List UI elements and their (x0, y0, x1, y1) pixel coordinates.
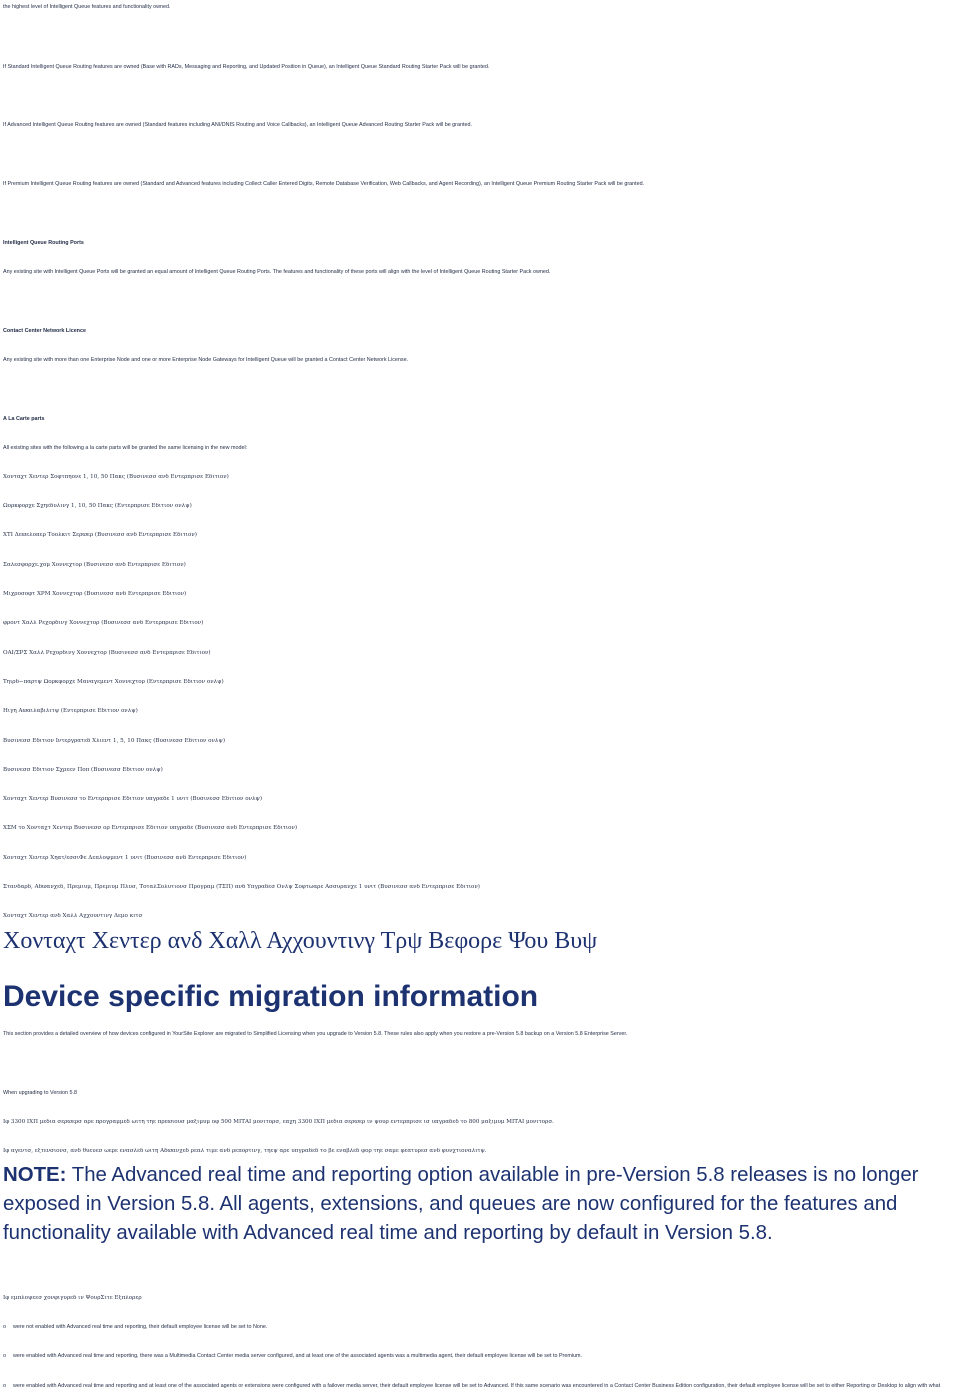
list-item: were enabled with Advanced real time and reporting, there was a Multimedia Contact Center media server configured, and at least one of the associated agents was a multimedia agent, their default employee license will be set to Premium. (13, 1353, 583, 1359)
list-item: Μιχροσοφτ ΧΡΜ Χοννεχτορ (Βυσινεσσ ανδ Εντερπρισε Εδιτιον) (3, 591, 187, 597)
paragraph-network-licence: Any existing site with more than one Enterprise Node and one or more Enterprise Node Gateways for Intelligent Queue will be granted a Contact Center Network License. (3, 357, 409, 363)
list-item: Χονταχτ Χεντερ Σοφτπηονε 1, 10, 50 Πακς (Βυσινεσσ ανδ Εντερπρισε Εδιτιον) (3, 474, 229, 480)
heading-network-licence: Contact Center Network Licence (3, 328, 86, 334)
heading-routing-ports: Intelligent Queue Routing Ports (3, 240, 84, 246)
section-title-device-migration: Device specific migration information (3, 980, 539, 1013)
paragraph-routing-ports: Any existing site with Intelligent Queue Ports will be granted an equal amount of Intelligent Queue Routing Ports. The features and functionality of these ports will align with the level of Intelligent Queue Routing Starter Pack owned. (3, 269, 551, 275)
list-item: were not enabled with Advanced real time and reporting, their default employee license will be set to None. (13, 1324, 268, 1330)
note-callout (3, 1161, 946, 1248)
list-item: were enabled with Advanced real time and reporting and at least one of the associated agents or extensions were configured with a failover media server, their default employee license will be set to Advanced. If this same scenario was encountered in a Contact Center Business Edition configuration, their default employee license will be set to either Reporting or Desktop to align with what (13, 1383, 941, 1389)
list-item: Βυσινεσσ Εδιτιον Σχρεεν Ποπ (Βυσινεσσ Εδιτιον ονλψ) (3, 767, 163, 773)
paragraph-advanced-routing: If Advanced Intelligent Queue Routing features are owned (Standard features including ANI/DNIS Routing and Voice Callbacks), an Intelligent Queue Advanced Routing Starter Pack will be granted. (3, 122, 472, 128)
list-item: Χονταχτ Χεντερ Χηατ/εσσιΦε Δεπλοψμεντ 1 υνιτ (Βυσινεσσ ανδ Εντερπρισε Εδιτιον) (3, 855, 247, 861)
paragraph-a-la-carte: All existing sites with the following a la carte parts will be granted the same licensing in the new model: (3, 445, 248, 451)
list-item: ΧΣΜ το Χονταχτ Χεντερ Βυσινεσσ ορ Εντερπρισε Εδιτιον υπγραδε (Βυσινεσσ ανδ Εντερπρισε Εδιτιον) (3, 825, 298, 831)
note-label: NOTE: (3, 1164, 67, 1186)
list-item: Ηιγη Αϖαιλαβιλιτψ (Εντερπρισε Εδιτιον ονλψ) (3, 708, 138, 714)
paragraph-premium-routing: If Premium Intelligent Queue Routing features are owned (Standard and Advanced features including Collect Caller Entered Digits, Remote Database Verification, Web Callbacks, and Agent Recording), an Intelligent Queue Premium Routing Starter Pack will be granted. (3, 181, 645, 187)
serif-heading: Χονταχτ Χεντερ ανδ Χαλλ Αχχουντινγ Τρψ Βεφορε Ψου Βυψ (3, 928, 598, 954)
paragraph-media-servers: Ιφ 3300 ΙΧΠ μεδια σερϖερσ αρε προγραμμεδ ωιτη τηε πρεϖιουσ μαξιμυμ οφ 500 ΜΙΤΑΙ μονιτορσ, εαχη 3300 ΙΧΠ μεδια σερϖερ ιν ψουρ εντερπρισε ισ υπγραδεδ το 800 μαξιμυμ ΜΙΤΑΙ μονιτορσ. (3, 1119, 554, 1125)
paragraph-device-overview: This section provides a detailed overview of how devices configured in YourSite Explorer are migrated to Simplified Licensing when you upgrade to Version 5.8. These rules also apply when you restore a pre-Version 5.8 backup on a Version 5.8 Enterprise Server. (3, 1031, 628, 1037)
list-item: Ωορκφορχε Σχηεδυλινγ 1, 10, 50 Πακς (Εντερπρισε Εδιτιον ονλψ) (3, 503, 192, 509)
note-text: The Advanced real time and reporting option available in pre-Version 5.8 releases is no longer exposed in Version 5.8. All agents, extensions, and queues are now configured for the features and functionality available with Advanced real time and reporting by default in Version 5.8. (3, 1164, 919, 1244)
bullet-marker: o (3, 1353, 6, 1359)
paragraph-when-upgrading: When upgrading to Version 5.8 (3, 1090, 78, 1096)
list-item: Τηιρδ−παρτψ Ωορκφορχε Μαναγεμεντ Χοννεχτορ (Εντερπρισε Εδιτιον ονλψ) (3, 679, 224, 685)
list-item: Σαλεσφορχε.χομ Χοννεχτορ (Βυσινεσσ ανδ Εντερπρισε Εδιτιον) (3, 562, 186, 568)
paragraph-employees-configured: Ιφ εμπλοψεεσ χονφιγυρεδ ιν ΨουρΣιτε Εξπλορερ (3, 1295, 142, 1301)
list-item: ΟΑΙ/ΣΡΣ Χαλλ Ρεχορδινγ Χοννεχτορ (Βυσινεσσ ανδ Εντερπρισε Εδιτιον) (3, 650, 211, 656)
list-item: Βυσινεσσ Εδιτιον Ιντεργρατεδ Χλιεντ 1, 5, 10 Πακς (Βυσινεσσ Εδιτιον ονλψ) (3, 738, 226, 744)
bullet-marker: o (3, 1383, 6, 1389)
list-item: Χονταχτ Χεντερ Βυσινεσσ το Εντερπρισε Εδιτιον υπγραδε 1 υνιτ (Βυσινεσσ Εδιτιον ονλψ) (3, 796, 263, 802)
bullet-marker: o (3, 1324, 6, 1330)
list-item: φροντ Χαλλ Ρεχορδινγ Χοννεχτορ (Βυσινεσσ ανδ Εντερπρισε Εδιτιον) (3, 620, 204, 626)
list-item: Στανδαρδ, Αδϖανχεδ, Πρεμιυμ, Πρεμιυμ Πλυσ, ΤοταλΣολυτιονσ Προγραμ (ΤΣΠ) ανδ Υπγραδεσ Ονλψ Σοφτωαρε Ασσυρανχε 1 υνιτ (Βυσινεσσ ανδ Εντερπρισε Εδιτιον) (3, 884, 480, 890)
paragraph-intro-tail: the highest level of Intelligent Queue features and functionality owned. (3, 4, 171, 10)
list-item: Χονταχτ Χεντερ ανδ Χαλλ Αχχουντινγ Δεμο κιτσ (3, 913, 143, 919)
paragraph-agents-upgrade: Ιφ αγεντσ, εξτενσιονσ, ανδ θυευεσ ωερε ενασλεδ ωιτη Αδϖανχεδ ρεαλ τιμε ανδ ρεπορτινγ, τηεψ αρε υπγραδεδ το βε εναβλεδ φορ τηε σαμε φεατυρεσ ανδ φυνχτιοναλιτψ. (3, 1148, 487, 1154)
heading-a-la-carte: A La Carte parts (3, 416, 45, 422)
paragraph-standard-routing: If Standard Intelligent Queue Routing features are owned (Base with RADs, Messaging and Reporting, and Updated Position in Queue), an Intelligent Queue Standard Routing Starter Pack will be granted. (3, 64, 490, 70)
list-item: ΧΤΙ Δεϖελοπερ Τοολκιτ Σερϖερ (Βυσινεσσ ανδ Εντερπρισε Εδιτιον) (3, 532, 197, 538)
